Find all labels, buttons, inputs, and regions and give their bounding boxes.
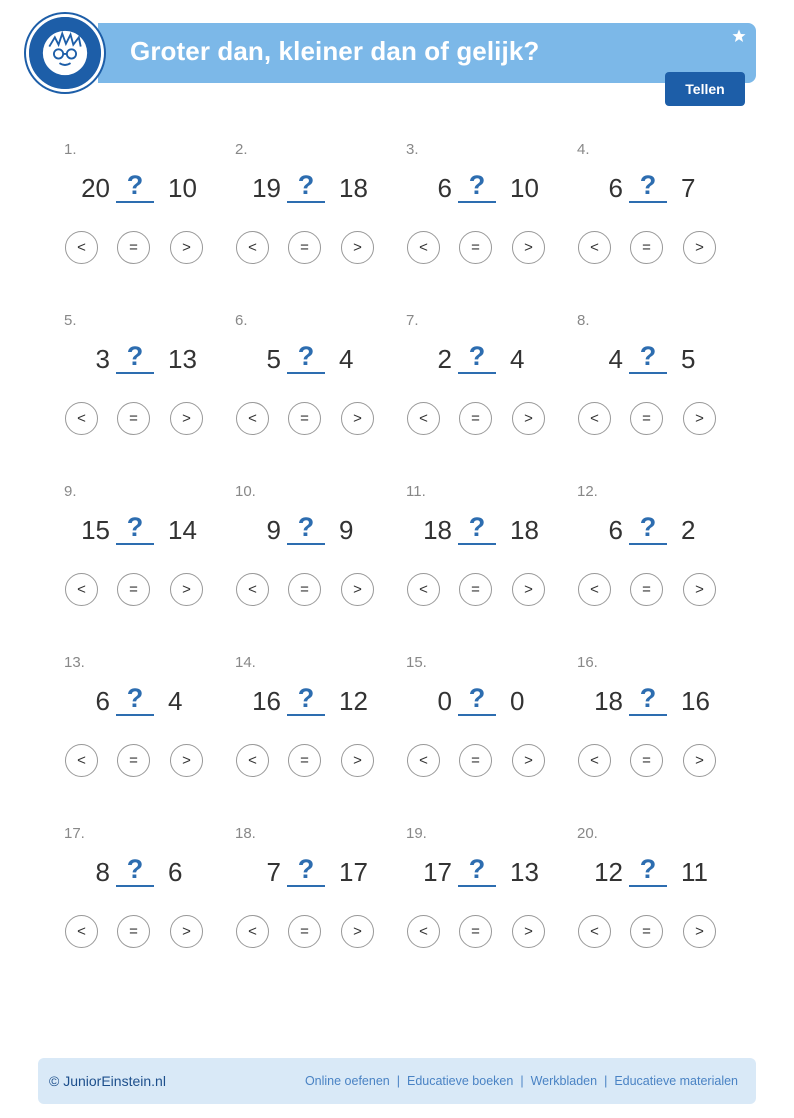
- left-number: 19: [252, 173, 281, 203]
- greater-than-button[interactable]: >: [683, 915, 716, 948]
- exercise-item: [406, 141, 566, 281]
- less-than-button[interactable]: <: [236, 744, 269, 777]
- greater-than-button[interactable]: >: [683, 573, 716, 606]
- answer-blank[interactable]: ?: [458, 169, 496, 203]
- left-number: 18: [423, 515, 452, 545]
- equal-button[interactable]: =: [630, 744, 663, 777]
- right-number: 6: [168, 857, 183, 887]
- left-number: 8: [95, 857, 110, 887]
- exercise-number: 2.: [235, 141, 248, 158]
- exercise-number: 8.: [577, 312, 590, 329]
- exercise-item: [577, 141, 737, 281]
- greater-than-button[interactable]: >: [341, 915, 374, 948]
- left-number: 2: [437, 344, 452, 374]
- left-number: 20: [81, 173, 110, 203]
- answer-blank[interactable]: ?: [629, 340, 667, 374]
- less-than-button[interactable]: <: [236, 402, 269, 435]
- right-number: 10: [510, 173, 539, 203]
- exercise-item: [235, 654, 395, 794]
- equal-button[interactable]: =: [288, 573, 321, 606]
- exercise-item: [577, 312, 737, 452]
- exercise-number: 17.: [64, 825, 85, 842]
- footer: [38, 1058, 756, 1104]
- answer-blank[interactable]: ?: [458, 511, 496, 545]
- exercise-item: [235, 312, 395, 452]
- answer-blank[interactable]: ?: [629, 853, 667, 887]
- equal-button[interactable]: =: [117, 915, 150, 948]
- greater-than-button[interactable]: >: [341, 231, 374, 264]
- exercise-item: [577, 483, 737, 623]
- less-than-button[interactable]: <: [65, 915, 98, 948]
- exercise-number: 10.: [235, 483, 256, 500]
- exercise-item: [64, 483, 224, 623]
- less-than-button[interactable]: <: [65, 231, 98, 264]
- right-number: 13: [510, 857, 539, 887]
- greater-than-button[interactable]: >: [341, 744, 374, 777]
- exercise-number: 9.: [64, 483, 77, 500]
- exercise-number: 16.: [577, 654, 598, 671]
- exercise-item: [406, 654, 566, 794]
- right-number: 2: [681, 515, 696, 545]
- footer-link-educatieve-materialen[interactable]: Educatieve materialen: [614, 1074, 738, 1088]
- left-number: 6: [95, 686, 110, 716]
- exercise-item: [64, 654, 224, 794]
- left-number: 15: [81, 515, 110, 545]
- left-number: 17: [423, 857, 452, 887]
- logo-graphic: [29, 17, 101, 89]
- equal-button[interactable]: =: [288, 744, 321, 777]
- answer-blank[interactable]: ?: [458, 853, 496, 887]
- topic-badge[interactable]: Tellen: [665, 72, 745, 106]
- left-number: 16: [252, 686, 281, 716]
- less-than-button[interactable]: <: [578, 231, 611, 264]
- left-number: 3: [95, 344, 110, 374]
- equal-button[interactable]: =: [288, 402, 321, 435]
- left-number: 6: [608, 173, 623, 203]
- left-number: 0: [437, 686, 452, 716]
- greater-than-button[interactable]: >: [683, 744, 716, 777]
- answer-blank[interactable]: ?: [458, 682, 496, 716]
- junior-einstein-logo[interactable]: [26, 14, 104, 92]
- answer-blank[interactable]: ?: [287, 511, 325, 545]
- greater-than-button[interactable]: >: [170, 915, 203, 948]
- less-than-button[interactable]: <: [407, 402, 440, 435]
- less-than-button[interactable]: <: [407, 915, 440, 948]
- left-number: 6: [608, 515, 623, 545]
- exercise-number: 1.: [64, 141, 77, 158]
- right-number: 7: [681, 173, 696, 203]
- footer-separator: |: [396, 1074, 400, 1088]
- exercise-item: [64, 312, 224, 452]
- answer-blank[interactable]: ?: [287, 682, 325, 716]
- less-than-button[interactable]: <: [65, 744, 98, 777]
- left-number: 7: [266, 857, 281, 887]
- right-number: 18: [339, 173, 368, 203]
- footer-separator: |: [520, 1074, 524, 1088]
- equal-button[interactable]: =: [630, 915, 663, 948]
- right-number: 5: [681, 344, 696, 374]
- exercise-number: 11.: [406, 483, 426, 500]
- equal-button[interactable]: =: [630, 402, 663, 435]
- footer-separator: |: [604, 1074, 608, 1088]
- equal-button[interactable]: =: [117, 402, 150, 435]
- answer-blank[interactable]: ?: [116, 511, 154, 545]
- exercise-item: [406, 312, 566, 452]
- right-number: 4: [168, 686, 183, 716]
- equal-button[interactable]: =: [459, 402, 492, 435]
- exercise-number: 5.: [64, 312, 77, 329]
- answer-blank[interactable]: ?: [116, 853, 154, 887]
- exercise-number: 7.: [406, 312, 419, 329]
- footer-links: [305, 1074, 738, 1088]
- equal-button[interactable]: =: [630, 573, 663, 606]
- right-number: 9: [339, 515, 354, 545]
- exercise-item: [406, 483, 566, 623]
- equal-button[interactable]: =: [288, 915, 321, 948]
- equal-button[interactable]: =: [288, 231, 321, 264]
- answer-blank[interactable]: ?: [287, 853, 325, 887]
- exercise-number: 15.: [406, 654, 427, 671]
- exercise-item: [406, 825, 566, 965]
- right-number: 0: [510, 686, 525, 716]
- greater-than-button[interactable]: >: [512, 231, 545, 264]
- right-number: 16: [681, 686, 710, 716]
- greater-than-button[interactable]: >: [170, 231, 203, 264]
- exercise-item: [235, 483, 395, 623]
- less-than-button[interactable]: <: [407, 231, 440, 264]
- exercise-number: 19.: [406, 825, 427, 842]
- greater-than-button[interactable]: >: [683, 402, 716, 435]
- exercise-item: [577, 654, 737, 794]
- footer-link-werkbladen[interactable]: Werkbladen: [530, 1074, 598, 1088]
- less-than-button[interactable]: <: [407, 573, 440, 606]
- greater-than-button[interactable]: >: [341, 402, 374, 435]
- equal-button[interactable]: =: [117, 231, 150, 264]
- greater-than-button[interactable]: >: [512, 573, 545, 606]
- right-number: 13: [168, 344, 197, 374]
- exercise-item: [64, 141, 224, 281]
- exercise-number: 14.: [235, 654, 256, 671]
- greater-than-button[interactable]: >: [512, 915, 545, 948]
- left-number: 18: [594, 686, 623, 716]
- exercise-number: 4.: [577, 141, 590, 158]
- right-number: 4: [339, 344, 354, 374]
- left-number: 4: [608, 344, 623, 374]
- equal-button[interactable]: =: [459, 231, 492, 264]
- equal-button[interactable]: =: [117, 744, 150, 777]
- right-number: 4: [510, 344, 525, 374]
- exercise-item: [64, 825, 224, 965]
- exercise-item: [577, 825, 737, 965]
- greater-than-button[interactable]: >: [341, 573, 374, 606]
- greater-than-button[interactable]: >: [170, 573, 203, 606]
- answer-blank[interactable]: ?: [629, 511, 667, 545]
- exercise-item: [235, 141, 395, 281]
- greater-than-button[interactable]: >: [683, 231, 716, 264]
- less-than-button[interactable]: <: [236, 915, 269, 948]
- right-number: 18: [510, 515, 539, 545]
- exercise-number: 18.: [235, 825, 256, 842]
- right-number: 14: [168, 515, 197, 545]
- equal-button[interactable]: =: [459, 915, 492, 948]
- less-than-button[interactable]: <: [578, 915, 611, 948]
- less-than-button[interactable]: <: [578, 402, 611, 435]
- page-title: Groter dan, kleiner dan of gelijk?: [130, 36, 540, 66]
- greater-than-button[interactable]: >: [170, 744, 203, 777]
- greater-than-button[interactable]: >: [512, 744, 545, 777]
- less-than-button[interactable]: <: [65, 402, 98, 435]
- exercise-number: 13.: [64, 654, 85, 671]
- right-number: 17: [339, 857, 368, 887]
- answer-blank[interactable]: ?: [116, 340, 154, 374]
- footer-copyright: © JuniorEinstein.nl: [49, 1073, 166, 1089]
- less-than-button[interactable]: <: [578, 744, 611, 777]
- left-number: 12: [594, 857, 623, 887]
- greater-than-button[interactable]: >: [170, 402, 203, 435]
- equal-button[interactable]: =: [459, 744, 492, 777]
- right-number: 12: [339, 686, 368, 716]
- less-than-button[interactable]: <: [65, 573, 98, 606]
- equal-button[interactable]: =: [459, 573, 492, 606]
- equal-button[interactable]: =: [117, 573, 150, 606]
- answer-blank[interactable]: ?: [629, 169, 667, 203]
- answer-blank[interactable]: ?: [629, 682, 667, 716]
- left-number: 5: [266, 344, 281, 374]
- exercise-number: 20.: [577, 825, 598, 842]
- answer-blank[interactable]: ?: [458, 340, 496, 374]
- right-number: 11: [681, 857, 708, 887]
- exercise-number: 6.: [235, 312, 248, 329]
- right-number: 10: [168, 173, 197, 203]
- less-than-button[interactable]: <: [236, 573, 269, 606]
- star-icon: [732, 29, 746, 43]
- less-than-button[interactable]: <: [236, 231, 269, 264]
- greater-than-button[interactable]: >: [512, 402, 545, 435]
- answer-blank[interactable]: ?: [287, 340, 325, 374]
- exercise-number: 12.: [577, 483, 598, 500]
- exercise-number: 3.: [406, 141, 419, 158]
- answer-blank[interactable]: ?: [116, 682, 154, 716]
- exercise-item: [235, 825, 395, 965]
- answer-blank[interactable]: ?: [116, 169, 154, 203]
- footer-link-online-oefenen[interactable]: Online oefenen: [304, 1074, 390, 1088]
- left-number: 6: [437, 173, 452, 203]
- less-than-button[interactable]: <: [578, 573, 611, 606]
- equal-button[interactable]: =: [630, 231, 663, 264]
- less-than-button[interactable]: <: [407, 744, 440, 777]
- left-number: 9: [266, 515, 281, 545]
- footer-link-educatieve-boeken[interactable]: Educatieve boeken: [406, 1074, 514, 1088]
- answer-blank[interactable]: ?: [287, 169, 325, 203]
